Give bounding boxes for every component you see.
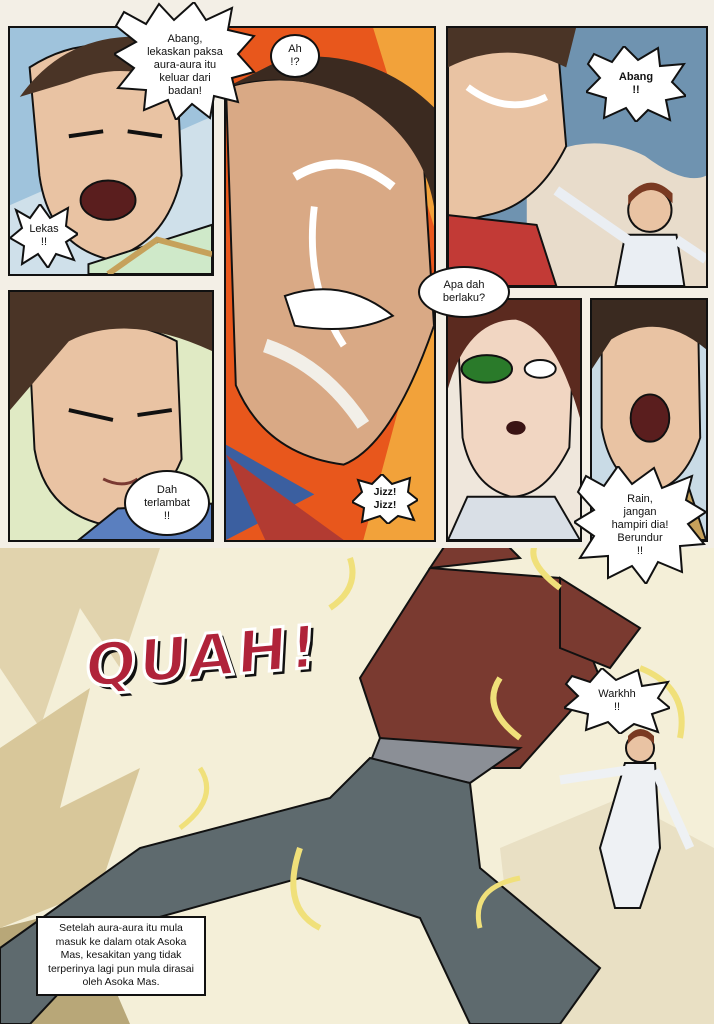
speech-text-abang-lekaskan: Abang, lekaskan paksa aura-aura itu keluar dari badan!	[147, 32, 223, 97]
speech-text-apa-dah: Apa dah berlaku?	[442, 279, 486, 304]
speech-burst-abang-lekaskan	[114, 2, 256, 120]
speech-text-abang: Abang !!	[618, 71, 654, 96]
sfx-quah-text: QUAH!	[83, 612, 321, 702]
speech-text-ah: Ah !?	[288, 43, 302, 68]
speech-text-jizz: Jizz! Jizz!	[373, 486, 397, 511]
speech-burst-rain	[574, 466, 706, 584]
speech-burst-lekas	[10, 204, 78, 268]
panel-eyepatch-girl	[446, 298, 582, 542]
speech-burst-jizz	[352, 474, 418, 524]
speech-bubble-dah-terlambat	[124, 470, 210, 536]
speech-bubble-ah	[270, 34, 320, 78]
sfx-quah	[62, 612, 342, 702]
speech-text-lekas: Lekas !!	[29, 223, 59, 248]
speech-text-rain: Rain, jangan hampiri dia! Berundur !!	[611, 492, 669, 557]
speech-text-warkhh: Warkhh !!	[598, 688, 636, 713]
speech-text-dah-terlambat: Dah terlambat !!	[144, 483, 190, 522]
narration-caption	[36, 916, 206, 996]
speech-bubble-apa-dah	[418, 266, 510, 318]
speech-burst-warkhh	[564, 668, 670, 734]
narration-caption-text: Setelah aura-aura itu mula masuk ke dalam otak Asoka Mas, kesakitan yang tidak terperinya lagi pun mula dirasai oleh Asoka Mas.	[48, 922, 194, 988]
speech-burst-abang	[586, 46, 686, 122]
